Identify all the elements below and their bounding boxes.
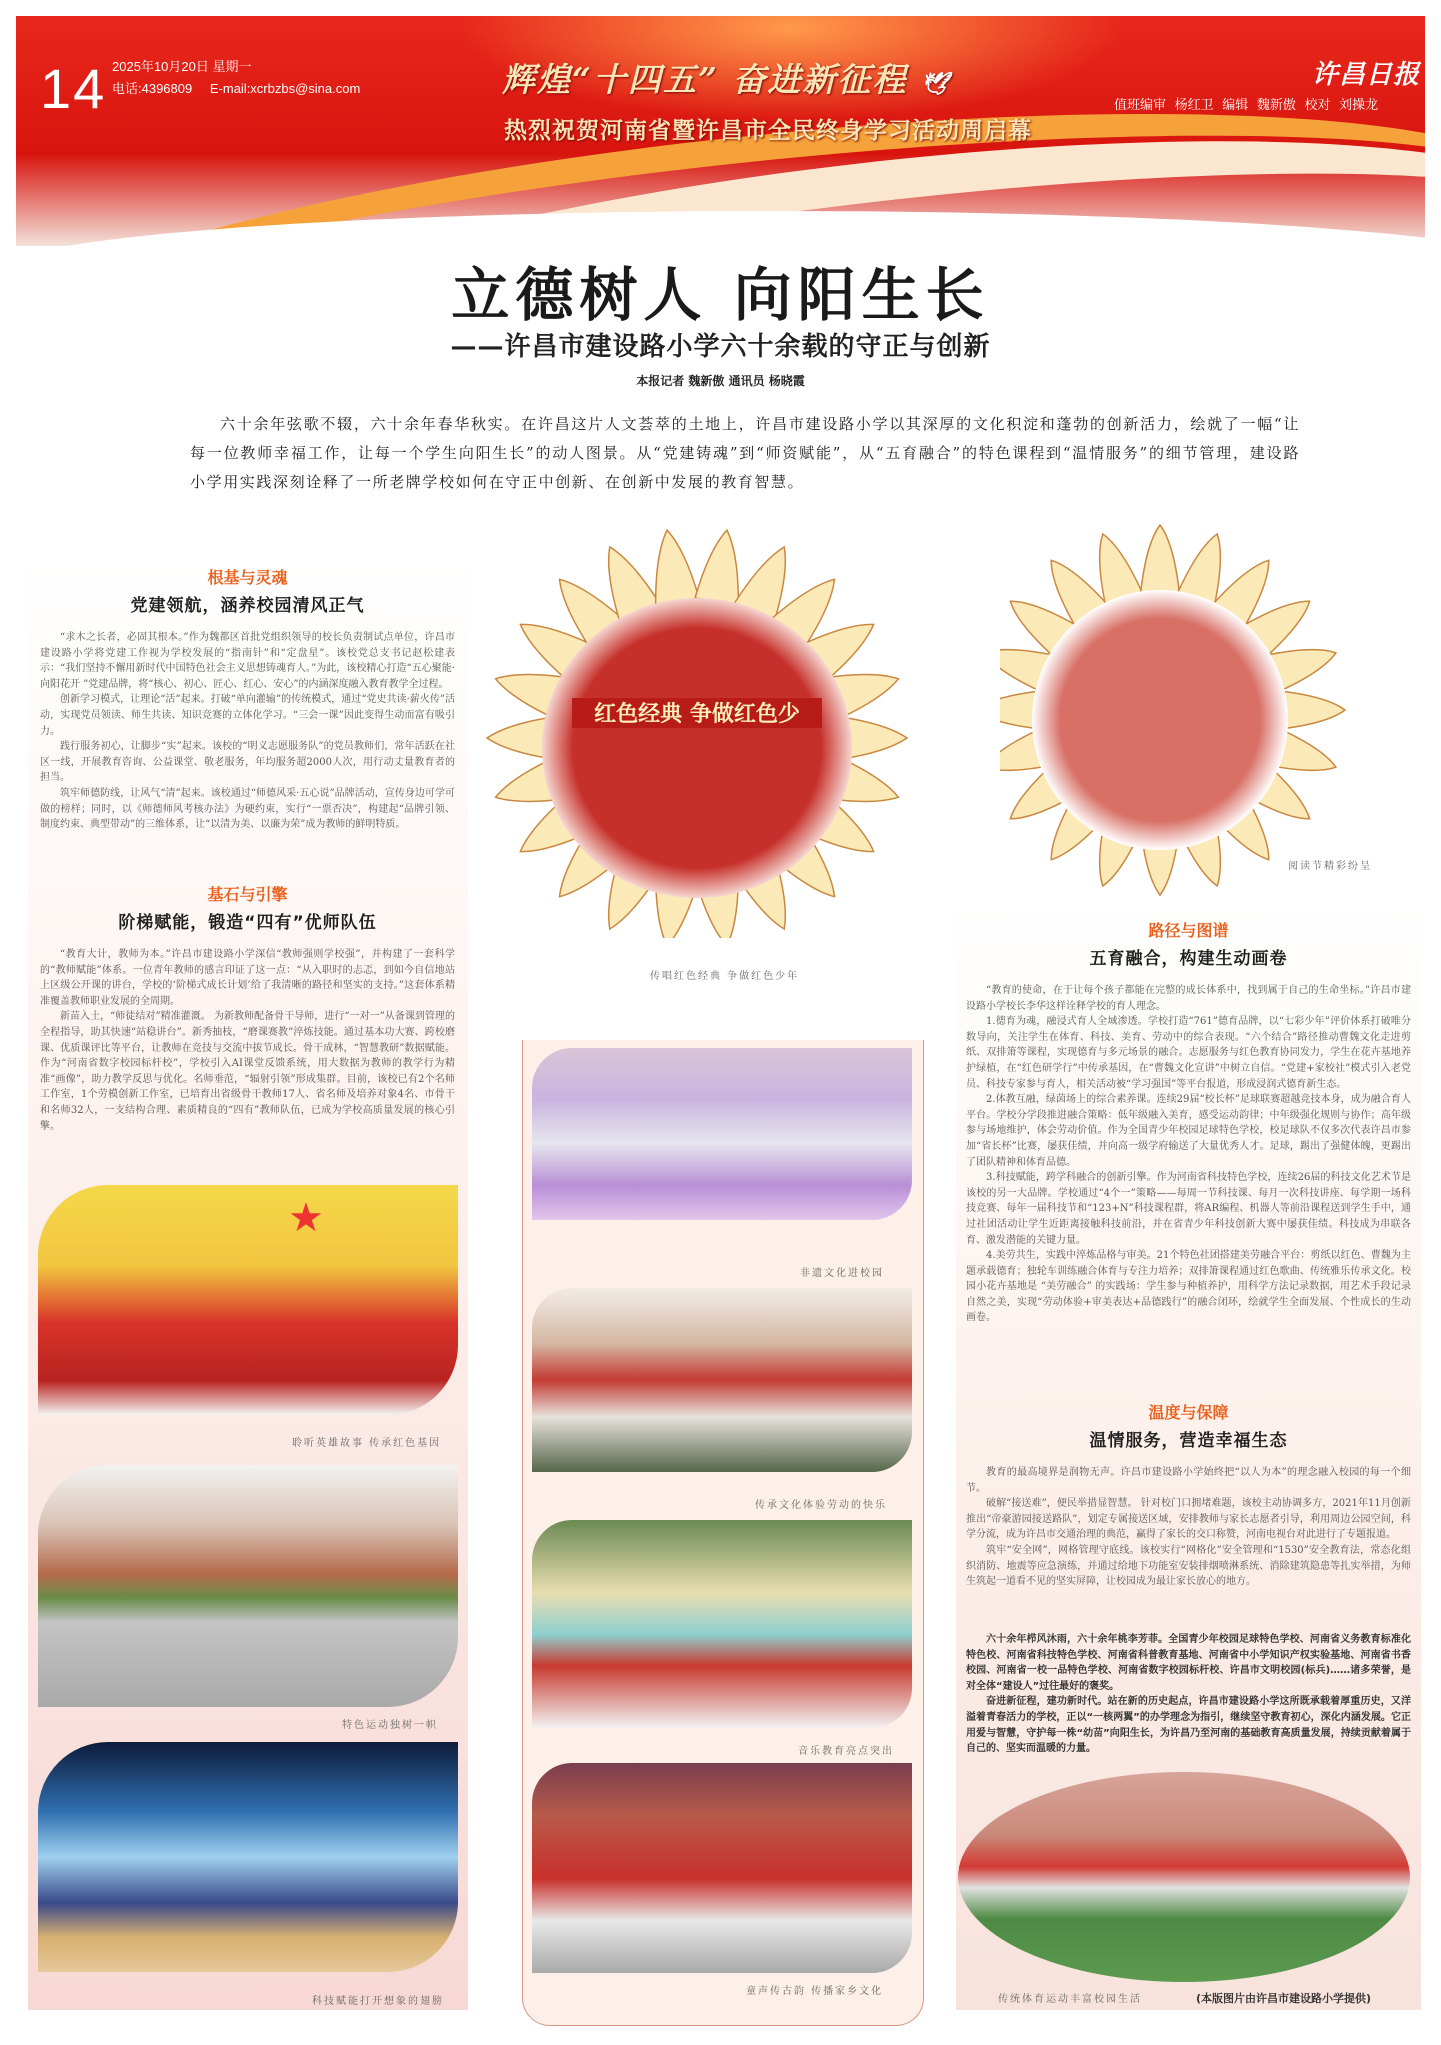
paragraph: 3.科技赋能，跨学科融合的创新引擎。作为河南省科技特色学校，连续26届的科技文化艺术节是该校的另一大品牌。学校通过“4个一”策略——每周一节科技课、每月一次科技讲座、每学期一场科技竞赛、每年一届科技节和“123+N”科技课程群，将AR编程、机器人等前沿课程送到学生手中，通过社团活动让学生近距离接触科技前沿，并在省青少年科技创新大赛中屡获佳绩。科技成为串联各育、激发潜能的关键力量。 <box>966 1172 1411 1246</box>
sunflower-petal <box>695 530 738 604</box>
section-title: 党建领航，涵养校园清风正气 <box>130 596 365 616</box>
article-title: 立德树人 向阳生长 <box>451 261 990 329</box>
article-subtitle: ——许昌市建设路小学六十余载的守正与创新 <box>450 332 991 362</box>
editorial-staff: 值班编审 杨红卫 编辑 魏新傲 校对 刘操龙 <box>1114 97 1379 112</box>
section-kicker: 温度与保障 <box>1148 1403 1229 1422</box>
masthead-banner <box>16 16 1425 246</box>
issue-date: 2025年10月20日 星期一 <box>112 59 252 74</box>
phone-number: 电话:4396809 <box>112 81 193 96</box>
section-body <box>966 1465 1411 1590</box>
section-title: 温情服务，营造幸福生态 <box>1089 1431 1288 1451</box>
section-kicker: 根基与灵魂 <box>207 568 288 587</box>
section-title: 阶梯赋能，锻造“四有”优师队伍 <box>118 913 377 933</box>
banner-text: 红色经典 争做红色少 <box>594 702 800 727</box>
photo-hero-stories <box>38 1185 458 1415</box>
photo-ribbon-dance <box>958 1772 1410 1982</box>
paragraph: 创新学习模式，让理论“活”起来。打破“单向灌输”的传统模式，通过“党史共读·薪火传”活动，实现党员领读、师生共读、知识竞赛的立体化学习。“三会一课”因此变得生动而富有吸引力。 <box>40 694 455 737</box>
sunflower-frame-right <box>1000 510 1370 910</box>
paragraph: “教育的使命，在于让每个孩子都能在完整的成长体系中，找到属于自己的生命坐标。”许昌市建设路小学校长李华这样诠释学校的育人理念。 <box>966 985 1411 1012</box>
paragraph: 奋进新征程，建功新时代。站在新的历史起点，许昌市建设路小学这所既承载着厚重历史，又洋溢着青春活力的学校，正以“一核两翼”的办学理念为指引，继续坚守教育初心，深化内涵发展。它正用爱与智慧，守护每一株“幼苗”向阳生长，为许昌乃至河南的基础教育高质量发展，持续贡献着属于自己的、坚实而温暖的力量。 <box>966 1696 1411 1755</box>
paragraph: 教育的最高境界是润物无声。许昌市建设路小学始终把“以人为本”的理念融入校园的每一个细节。 <box>966 1467 1411 1494</box>
paragraph: 4.美劳共生，实践中淬炼品格与审美。21个特色社团搭建美劳融合平台：剪纸以红色、曹魏为主题承载德育；独轮车训练融合体育与专注力培养；双排箫课程通过红色歌曲、传统雅乐传承文化。校园小花卉基地是 “美劳融合” 的实践场：学生参与种植养护，用科学方法记录数据，用艺术手段记录自然之美，实现“劳动体验+审美表达+品德践行”的融合闭环，绘就学生全面发展、个性成长的生动画卷。 <box>966 1250 1411 1324</box>
photo-unicycle <box>38 1465 458 1707</box>
section-body <box>40 630 455 833</box>
star-icon: ★ <box>288 1195 324 1241</box>
photo-caption: 传唱红色经典 争做红色少年 <box>650 971 800 982</box>
paragraph: 践行服务初心，让脚步“实”起来。该校的“明义志愿服务队”的党员教师们，常年活跃在社区一线，开展教育咨询、公益课堂、敬老服务，年均服务超2000人次，用行动丈量教育者的担当。 <box>40 741 455 784</box>
photo-caption: 非遗文化进校园 <box>800 1268 884 1279</box>
photo-caption: 聆听英雄故事 传承红色基因 <box>292 1438 442 1449</box>
paragraph: 筑牢“安全网”，网格管理守底线。该校实行“网格化”安全管理和“1530”安全教育法，常态化组织消防、地震等应急演练，并通过给地下功能室安装排烟喷淋系统、消除建筑隐患等扎实举措，为师生筑起一道看不见的坚实屏障，让校园成为最让家长放心的地方。 <box>966 1544 1411 1588</box>
photo-caption: 传承文化体验劳动的快乐 <box>755 1500 887 1511</box>
dove-icon: 🕊 <box>920 71 951 97</box>
paragraph: 筑牢师德防线，让风气“清”起来。该校通过“师德风采·五心说”品牌活动，宣传身边可学可做的榜样；同时，以《师德师风考核办法》为硬约束，实行“一票否决”，构建起“品牌引领、制度约束、典型带动”的三维体系，让“以清为美、以廉为荣”成为教师的鲜明特质。 <box>40 787 455 831</box>
photo-credit: (本版图片由许昌市建设路小学提供) <box>1196 1992 1372 2005</box>
photo-caption: 传统体育运动丰富校园生活 <box>998 1994 1142 2005</box>
section-title: 五育融合，构建生动画卷 <box>1089 949 1288 969</box>
photo-caption: 阅读节精彩纷呈 <box>1288 861 1372 872</box>
photo-heritage <box>532 1048 912 1220</box>
article-byline: 本报记者 魏新傲 通讯员 杨晓霞 <box>636 374 805 388</box>
sunflower-petal <box>656 530 699 604</box>
banner-slogan <box>502 54 951 101</box>
section-five-education <box>966 918 1411 1326</box>
paragraph: 破解“接送难”，便民举措显智慧。 针对校门口拥堵难题，该校主动协调多方，2021年11月创新推出“帝豪游园接送路队”，划定专属接送区域，安排教师与家长志愿者引导，利用周边公园空间，科学分流，成为许昌市交通治理的典范，赢得了家长的交口称赞，河南电视台对此进行了专题报道。 <box>966 1498 1411 1541</box>
article-closing <box>966 1632 1411 1757</box>
section-kicker: 路径与图谱 <box>1148 921 1229 940</box>
photo-zongzi-making <box>532 1288 912 1472</box>
section-teachers <box>40 882 455 1134</box>
section-service <box>966 1400 1411 1590</box>
paragraph: 2.体教互融，绿茵场上的综合素养课。连续29届“校长杯”足球联赛超越竞技本身，成为融合育人平台。学校分学段推进融合策略：低年级融入美育，感受运动韵律；中年级强化规则与协作；高年级参与场地维护，体会劳动价值。作为全国青少年校园足球特色学校，校足球队不仅多次代表许昌市参加“省长杯”比赛，屡获佳绩，并向高一级学府输送了大量优秀人才。足球，踢出了强健体魄，更踢出了团队精神和体育品德。 <box>966 1094 1411 1168</box>
photo-caption: 特色运动独树一帜 <box>342 1720 438 1731</box>
photo-caption: 童声传古韵 传播家乡文化 <box>746 1986 884 1997</box>
section-kicker: 基石与引擎 <box>207 885 288 904</box>
contact-info <box>112 78 360 97</box>
paragraph: “教育大计，教师为本。”许昌市建设路小学深信“教师强则学校强”，并构建了一套科学的“教师赋能”体系。一位青年教师的感言印证了这一点：“从入职时的忐忑，到如今自信地站上区级公开课的讲台，学校的‘阶梯式成长计划’给了我清晰的路径和坚实的支持。”这套体系精准覆盖教师职业发展的全周期。 <box>40 949 455 1007</box>
slogan-text: 辉煌“十四五” 奋进新征程 <box>502 60 908 99</box>
paragraph: 六十余年栉风沐雨，六十余年桃李芳菲。全国青少年校园足球特色学校、河南省义务教育标准化特色校、河南省科技特色学校、河南省科普教育基地、河南省中小学知识产权实验基地、河南省书香校园、河南省一校一品特色学校、河南省数字校园标杆校、许昌市文明校园(标兵)……诸多荣誉，是对全体“建设人”过往最好的褒奖。 <box>966 1634 1411 1692</box>
photo-music-class <box>532 1520 912 1728</box>
sunflower-petal <box>1140 525 1180 597</box>
section-body <box>40 947 455 1134</box>
sunflower-frame-center <box>462 518 932 938</box>
photo-folk-songs <box>532 1763 912 1973</box>
photo-caption: 科技赋能打开想象的翅膀 <box>312 1996 444 2007</box>
photo-reading-festival <box>1032 590 1288 850</box>
article-intro: 六十余年弦歌不辍，六十余年春华秋实。在许昌这片人文荟萃的土地上，许昌市建设路小学以其深厚的文化积淀和蓬勃的创新活力，绘就了一幅“让每一位教师幸福工作，让每一个学生向阳生长”的动人图景。从“党建铸魂”到“师资赋能”，从“五育融合”的特色课程到“温情服务”的细节管理，建设路小学用实践深刻诠释了一所老牌学校如何在守正中创新、在创新中发展的教育智慧。 <box>190 415 1300 491</box>
photo-caption: 音乐教育亮点突出 <box>798 1746 894 1757</box>
newspaper-logo: 许昌日报 <box>1312 60 1421 90</box>
section-body <box>966 983 1411 1326</box>
banner-subslogan: 热烈祝贺河南省暨许昌市全民终身学习活动周启幕 <box>504 117 1032 143</box>
email-address[interactable]: E-mail:xcrbzbs@sina.com <box>209 81 361 96</box>
paragraph: 1.德育为魂，融浸式育人全域渗透。学校打造“761”德育品牌，以“七彩少年”评价体系打破唯分数导向，关注学生在体育、科技、美育、劳动中的综合表现。“六个结合”路径推动曹魏文化走进剪纸、双排箫等课程，实现德育与多元场景的融合。志愿服务与红色教育协同发力，学生在花卉基地养护绿植，在“红色研学行”中传承基因，在“曹魏文化宣讲”中树立自信。“党建+家校社”模式引入老党员、科技专家参与育人，相关活动被“学习强国”等平台报道，形成浸润式德育新生态。 <box>966 1016 1411 1090</box>
page-number: 14 <box>40 57 107 120</box>
paragraph: 新苗入土，“师徒结对”精准灌溉。 为新教师配备骨干导师，进行“一对一”从备课到管理的全程指导，助其快速“站稳讲台”。新秀抽枝，“磨课赛教”淬炼技能。通过基本功大赛、跨校磨课、优质课评比等平台，让教师在竞技与交流中拔节成长。骨干成林，“智慧教研”数据赋能。 作为“河南省数字校园标杆校”，学校引入AI课堂反馈系统，用大数据为教师的教学行为精准“画像”，助力教学反思与优化。名师垂范，“辐射引领”形成集群。目前，该校已有2个名师工作室，1个劳模创新工作室，已培育出省级骨干教师17人、省名师及培养对象4名、市骨干和名师32人，一支结构合理、素质精良的“四有”教师队伍，已成为学校高质量发展的核心引擎。 <box>40 1011 455 1132</box>
photo-science-show <box>38 1742 458 1972</box>
photo-red-classics <box>542 598 852 898</box>
paragraph: “求木之长者，必固其根本。”作为魏都区首批党组织领导的校长负责制试点单位，许昌市建设路小学将党建工作视为学校发展的“指南针”和“定盘星”。该校党总支书记赵松建表示：“我们坚持不懈用新时代中国特色社会主义思想铸魂育人。”为此，该校精心打造“五心聚能·向阳花开 ”党建品牌，将“核心、初心、匠心、红心、安心”的内涵深度融入教育教学全过程。 <box>40 632 455 690</box>
section-party-building <box>40 565 455 833</box>
